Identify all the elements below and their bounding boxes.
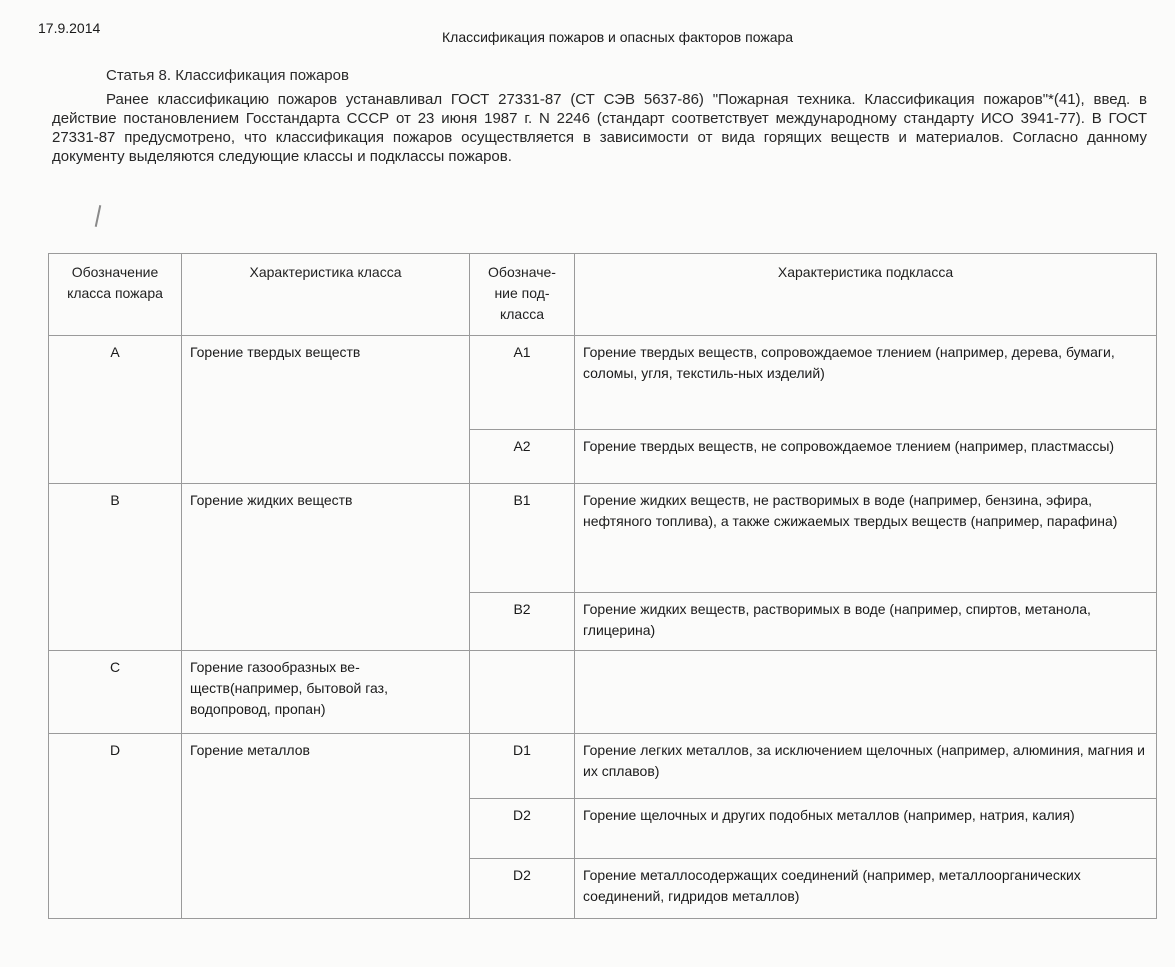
class-code-cell: C (49, 651, 182, 734)
article-title: Статья 8. Классификация пожаров (106, 67, 349, 84)
class-code-cell: A (49, 336, 182, 484)
subclass-characteristic-cell: Горение щелочных и других подобных металлов (например, натрия, калия) (575, 799, 1157, 859)
table-header-row (49, 254, 1157, 336)
class-code-cell: D (49, 734, 182, 919)
intro-paragraph (52, 90, 1147, 166)
subclass-code-cell (470, 651, 575, 734)
header-class-code: Обозначение класса пожара (49, 254, 182, 336)
header-class-characteristic: Характеристика класса (182, 254, 470, 336)
class-characteristic-cell: Горение твердых веществ (182, 336, 470, 484)
table-row (49, 651, 1157, 734)
header-subclass-code: Обозначе-ние под-класса (470, 254, 575, 336)
class-characteristic-cell: Горение газообразных ве-ществ(например, бытовой газ, водопровод, пропан) (182, 651, 470, 734)
fire-classes-table (48, 253, 1157, 919)
class-characteristic-cell: Горение жидких веществ (182, 484, 470, 651)
subclass-characteristic-cell: Горение твердых веществ, не сопровождаемое тлением (например, пластмассы) (575, 430, 1157, 484)
header-subclass-characteristic: Характеристика подкласса (575, 254, 1157, 336)
subclass-characteristic-cell: Горение металлосодержащих соединений (например, металлоорганических соединений, гидридов металлов) (575, 859, 1157, 919)
table-row (49, 734, 1157, 799)
subclass-code-cell: A1 (470, 336, 575, 430)
table-row (49, 336, 1157, 430)
class-code-cell: B (49, 484, 182, 651)
subclass-characteristic-cell: Горение жидких веществ, растворимых в воде (например, спиртов, метанола, глицерина) (575, 593, 1157, 651)
subclass-code-cell: D2 (470, 799, 575, 859)
subclass-characteristic-cell: Горение легких металлов, за исключением щелочных (например, алюминия, магния и их сплавов) (575, 734, 1157, 799)
intro-text: Ранее классификацию пожаров устанавливал ГОСТ 27331-87 (СТ СЭВ 5637-86) "Пожарная техника. Классификация пожаров"*(41), введ. в действие постановлением Госстандарта СССР от 23 июня 1987 г. N 2246 (стандарт соответствует международному стандарту ИСО 3941-77). В ГОСТ 27331-87 предусмотрено, что классификация пожаров осуществляется в зависимости от вида горящих веществ и материалов. Согласно данному документу выделяются следующие классы и подклассы пожаров. (52, 91, 1147, 165)
subclass-code-cell: D2 (470, 859, 575, 919)
header-title: Классификация пожаров и опасных факторов пожара (442, 29, 794, 45)
subclass-code-cell: A2 (470, 430, 575, 484)
table-row (49, 484, 1157, 593)
header-date: 17.9.2014 (38, 20, 101, 36)
subclass-characteristic-cell (575, 651, 1157, 734)
subclass-code-cell: B1 (470, 484, 575, 593)
subclass-characteristic-cell: Горение твердых веществ, сопровождаемое тлением (например, дерева, бумаги, соломы, угля, текстиль-ных изделий) (575, 336, 1157, 430)
class-characteristic-cell: Горение металлов (182, 734, 470, 919)
subclass-code-cell: B2 (470, 593, 575, 651)
subclass-characteristic-cell: Горение жидких веществ, не растворимых в воде (например, бензина, эфира, нефтяного топлива), а также сжижаемых твердых веществ (например, парафина) (575, 484, 1157, 593)
pen-mark (95, 205, 102, 227)
subclass-code-cell: D1 (470, 734, 575, 799)
